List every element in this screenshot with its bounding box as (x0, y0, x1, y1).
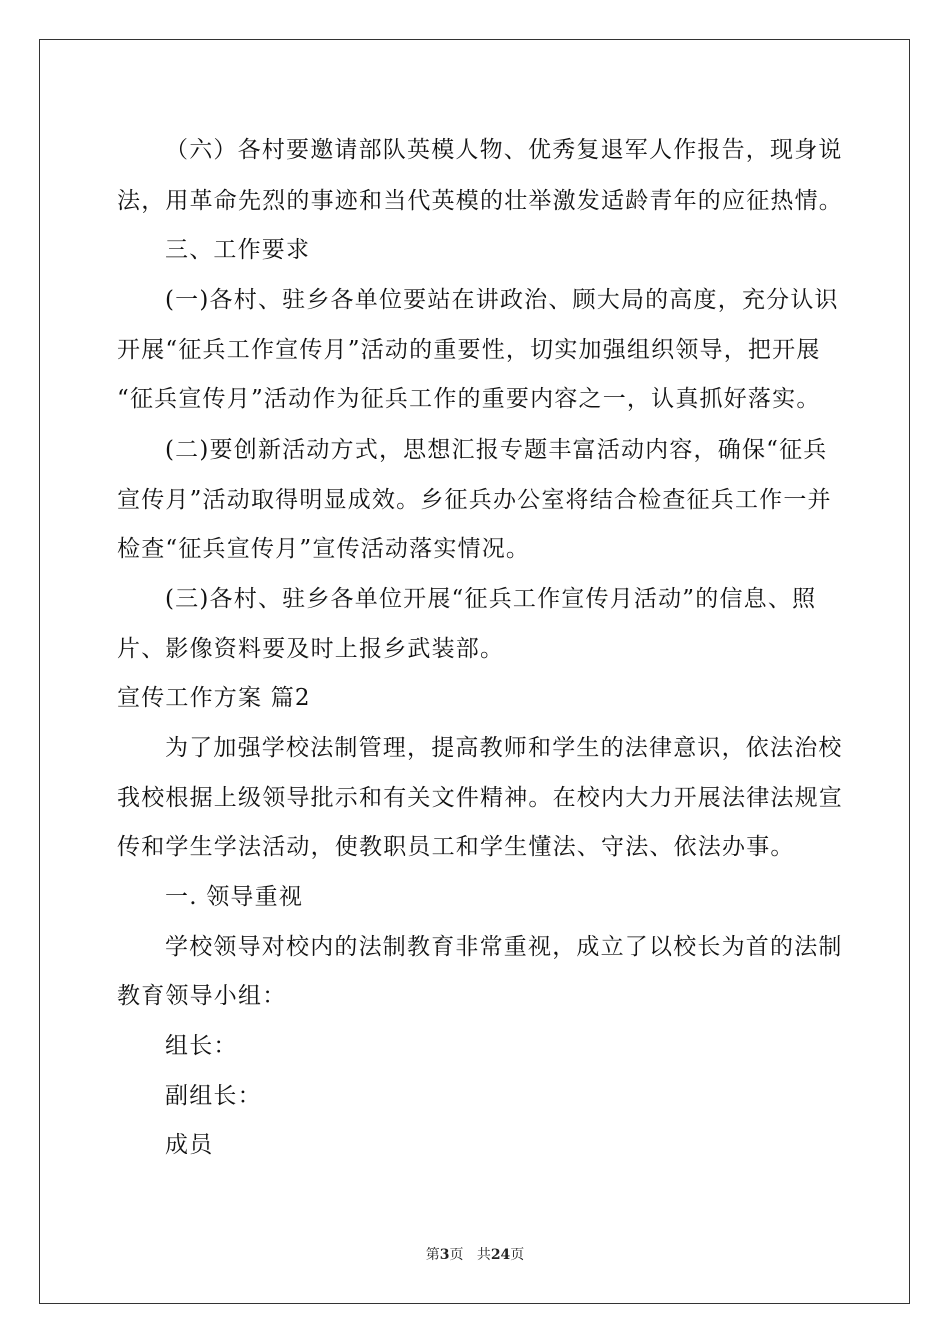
text-line: 片、影像资料要及时上报乡武装部。 (117, 636, 505, 662)
section-heading: 一. 领导重视 (165, 884, 304, 910)
text-line: 开展“征兵工作宣传月”活动的重要性，切实加强组织领导，把开展 (117, 337, 821, 363)
text-line: 法，用革命先烈的事迹和当代英模的壮举激发适龄青年的应征热情。 (117, 188, 843, 214)
text-line: 我校根据上级领导批示和有关文件精神。在校内大力开展法律法规宣 (117, 785, 843, 811)
footer-page-suffix: 页 (449, 1247, 464, 1263)
text-line: (一)各村、驻乡各单位要站在讲政治、顾大局的高度，充分认识 (165, 287, 839, 313)
text-line: （六）各村要邀请部队英模人物、优秀复退军人作报告，现身说 (165, 137, 843, 163)
footer-prefix: 第 (425, 1247, 440, 1263)
text-line: 宣传月”活动取得明显成效。乡征兵办公室将结合检查征兵工作一并 (117, 487, 832, 513)
current-page-number: 3 (439, 1247, 450, 1263)
text-line: 学校领导对校内的法制教育非常重视，成立了以校长为首的法制 (165, 934, 843, 960)
page-border (39, 39, 910, 1304)
text-line: 组长： (165, 1033, 238, 1059)
document-subtitle: 宣传工作方案 篇2 (117, 685, 311, 711)
section-heading: 三、工作要求 (165, 237, 311, 263)
footer-total-prefix: 共 (476, 1247, 491, 1263)
page-footer (0, 1246, 950, 1264)
text-line: 检查“征兵宣传月”宣传活动落实情况。 (117, 536, 531, 562)
text-line: 传和学生学法活动，使教职员工和学生懂法、守法、依法办事。 (117, 834, 795, 860)
footer-total-suffix: 页 (510, 1247, 525, 1263)
text-line: 副组长： (165, 1083, 262, 1109)
text-line: 教育领导小组： (117, 983, 287, 1009)
text-line: “征兵宣传月”活动作为征兵工作的重要内容之一，认真抓好落实。 (117, 386, 821, 412)
text-line: 成员 (165, 1132, 214, 1158)
text-line: (三)各村、驻乡各单位开展“征兵工作宣传月活动”的信息、照 (165, 586, 817, 612)
text-line: (二)要创新活动方式，思想汇报专题丰富活动内容，确保“征兵 (165, 437, 828, 463)
text-line: 为了加强学校法制管理，提高教师和学生的法律意识，依法治校 (165, 735, 843, 761)
total-page-count: 24 (490, 1247, 511, 1263)
